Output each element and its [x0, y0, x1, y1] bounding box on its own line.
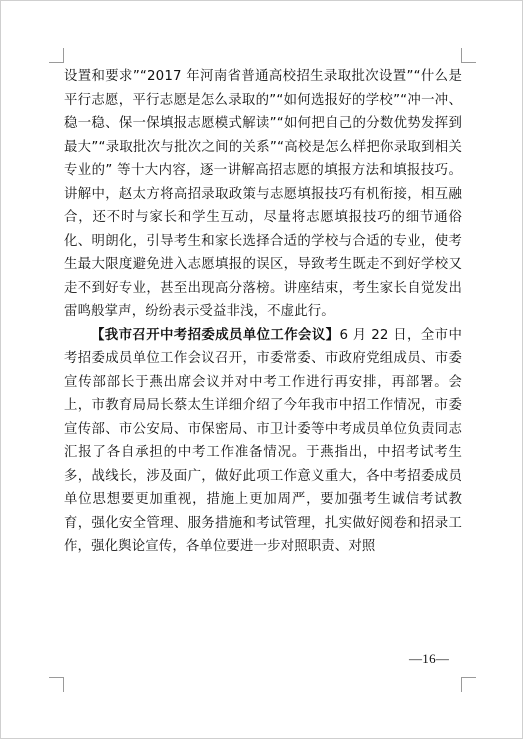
page-number: —16—	[409, 651, 450, 666]
paragraph-heading: 【我市召开中考招委成员单位工作会议】	[91, 327, 340, 343]
crop-mark-bottom-left	[49, 677, 64, 692]
paragraph-text: 设置和要求”“2017 年河南省普通高校招生录取批次设置”“什么是平行志愿，平行志愿是怎么录取的”“如何选报好的学校”“冲一冲、稳一稳、保一保填报志愿模式解读”“如何把自己的分数优势发挥到最大”“录取批次与批次之间的关系”“高校是怎么样把你录取到相关专业的” 等十大内容，逐一讲解高招志愿的填报方法和填报技巧。讲解中，赵太方将高招录取政策与志愿填报技巧有机衔接，相互融合，还不时与家长和学生互动，尽量将志愿填报技巧的细节通俗化、明朗化，引导考生和家长选择合适的学校与合适的专业，使考生最大限度避免进入志愿填报的误区，导致考生既走不到好学校又走不到好专业，甚至出现高分落榜。讲座结束，考生家长自觉发出雷鸣般掌声，纷纷表示受益非浅，不虚此行。	[64, 69, 462, 319]
paragraph-text: 6 月 22 日，全市中考招委成员单位工作会议召开，市委常委、市政府党组成员、市委宣传部部长于燕出席会议并对中考工作进行再安排，再部署。会上，市教育局局长蔡太生详细介绍了今年我市中招工作情况，市委宣传部、市公安局、市保密局、市卫计委等中考成员单位负责同志汇报了各自承担的中考工作准备情况。于燕指出，中招考试考生多，战线长，涉及面广，做好此项工作意义重大，各中考招委成员单位思想要更加重视，措施上更加周严，要加强考生诚信考试教育，强化安全管理、服务措施和考试管理，扎实做好阅卷和招录工作，强化舆论宣传，各单位要进一步对照职责、对照	[64, 327, 462, 554]
crop-mark-top-left	[49, 48, 64, 63]
paragraph-continued	[64, 65, 462, 324]
crop-mark-bottom-right	[461, 677, 476, 692]
document-body	[64, 65, 462, 559]
crop-mark-top-right	[461, 48, 476, 63]
paragraph-meeting	[64, 324, 462, 559]
